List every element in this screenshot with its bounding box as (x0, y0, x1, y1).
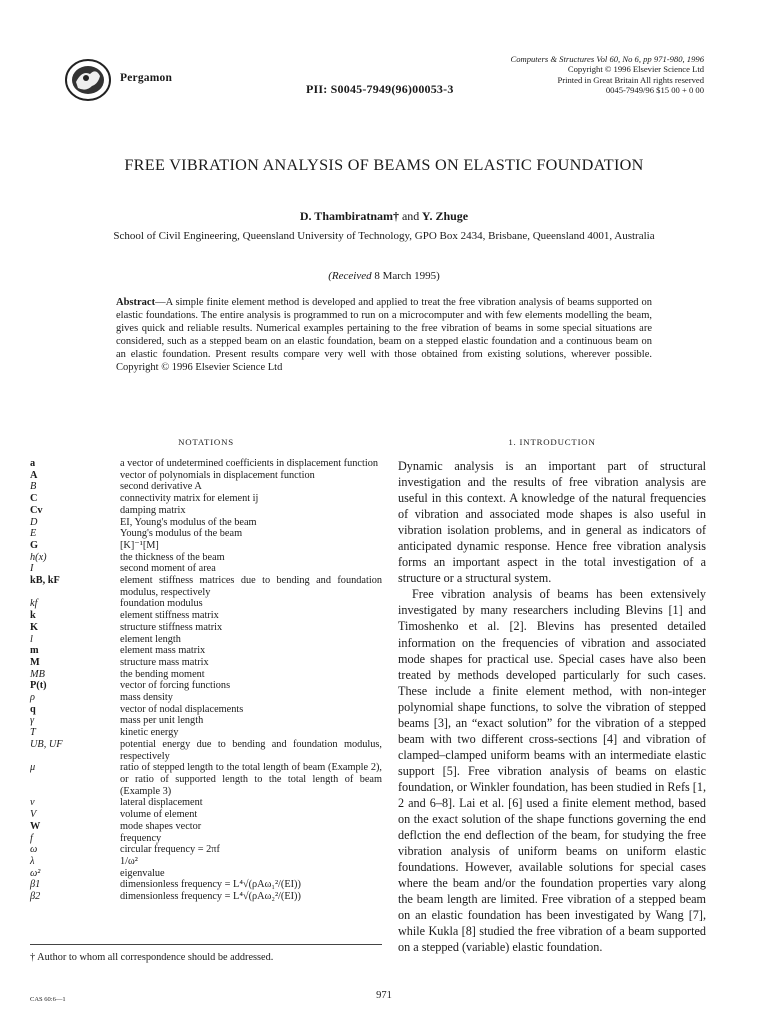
notation-definition: ratio of stepped length to the total length of beam (Example 2), or ratio of supported length to the total length of beam (Example 3) (120, 762, 382, 797)
notation-row (30, 610, 382, 622)
introduction-heading: 1. INTRODUCTION (508, 437, 596, 447)
publisher-name: Pergamon (120, 72, 173, 84)
notation-symbol: V (30, 809, 37, 821)
notation-row (30, 739, 382, 762)
notation-symbol: P(t) (30, 680, 47, 692)
notation-row (30, 704, 382, 716)
notation-row (30, 493, 382, 505)
notation-symbol: β2 (30, 891, 41, 903)
notation-symbol: T (30, 727, 36, 739)
received-label: (Received (328, 270, 372, 282)
notation-symbol: B (30, 481, 37, 493)
intro-paragraph-1: Dynamic analysis is an important part of structural investigation and the results of free vibration analysis are useful in this context. A knowledge of the natural frequencies of vibration and associated mode shapes is also useful in vibration isolation problems, and in general as indicators of anticipated dynamic response. Hence free vibration analysis forms an important aspect in the total investigation of a structure or a structural system. (398, 459, 706, 586)
notation-row (30, 634, 382, 646)
notation-row (30, 540, 382, 552)
notation-symbol: UB, UF (30, 738, 63, 750)
notation-definition: potential energy due to bending and foundation modulus, respectively (120, 738, 382, 762)
notation-symbol: kB, kF (30, 575, 60, 587)
authors (100, 209, 668, 224)
notation-definition: second derivative A (120, 481, 202, 493)
notation-definition: vector of polynomials in displacement function (120, 469, 315, 481)
notation-row (30, 505, 382, 517)
notation-definition: mass density (120, 692, 173, 704)
notation-symbol: K (30, 621, 39, 633)
notation-symbol: γ (30, 715, 35, 727)
notation-symbol: M (30, 656, 40, 668)
intro-paragraph-2: Free vibration analysis of beams has been extensively investigated by many researchers including Blevins [1] and Timoshenko et al. [2]. Blevins has presented detailed information on the frequencies of vibration and associated mode shapes for practical use. Special cases have also been treated by methods developed particularly for such cases. These include a finite element method, with non-integer polynomial shape functions, to solve the vibration of stepped beams [3], an “exact solution” for the vibration of a stepped beam with two different cross-sections [4] and vibration of clamped–clamped uniform beams with an intermediate elastic support [5]. Free vibration analysis of beams on elastic foundation, or Winkler foundation, has been studied in Refs [1, 2 and 6–8]. Lai et al. [6] used a finite element method, based on the exact solution of the shape functions governing the end deflction the end deflection of the beam, for studying the free vibration analysis of uniform beams on uniform elastic foundations. However, available solutions for special cases where the beam and/or the foundation properties vary along the beam length are limited. Free vibration of a stepped beam on an elastic foundation has been investigated by Wang [7], while Kukla [8] studied the free vibration of a beam supported on a stepped (variable) elastic foundation. (398, 587, 706, 955)
abstract-heading: Abstract (116, 297, 156, 308)
pii-code: PII: S0045-7949(96)00053-3 (306, 82, 454, 96)
notation-symbol: E (30, 528, 37, 540)
notation-definition: mass per unit length (120, 715, 204, 727)
notation-symbol: I (30, 563, 34, 575)
issn-line: 0045-7949/96 $15 00 + 0 00 (605, 85, 704, 96)
notation-definition: damping matrix (120, 504, 186, 516)
notation-definition: element mass matrix (120, 645, 206, 657)
notation-definition: structure stiffness matrix (120, 621, 223, 633)
notation-definition: element stiffness matrix (120, 610, 219, 622)
notation-row (30, 727, 382, 739)
notation-row (30, 481, 382, 493)
notation-symbol: ω (30, 844, 38, 856)
notation-row (30, 552, 382, 564)
notation-definition: the thickness of the beam (120, 551, 225, 563)
publisher-logo (64, 58, 112, 102)
notation-definition: structure mass matrix (120, 656, 209, 668)
notation-symbol: A (30, 469, 38, 481)
notation-row (30, 563, 382, 575)
notation-row (30, 856, 382, 868)
footnote-divider (30, 944, 382, 945)
notation-row (30, 458, 382, 470)
notation-symbol: kf (30, 598, 38, 610)
notation-symbol: β1 (30, 879, 41, 891)
notation-symbol: W (30, 820, 41, 832)
notation-row (30, 821, 382, 833)
notation-definition: frequency (120, 832, 162, 844)
notation-definition: kinetic energy (120, 727, 179, 739)
notation-symbol: v (30, 797, 35, 809)
notation-row (30, 528, 382, 540)
journal-citation: Computers & Structures Vol 60, No 6, pp 971-980, 1996 (510, 54, 704, 64)
notation-definition: the bending moment (120, 668, 205, 680)
notation-symbol: ρ (30, 692, 35, 704)
notation-row (30, 657, 382, 669)
notation-row (30, 692, 382, 704)
notation-definition: volume of element (120, 809, 198, 821)
author-separator: and (401, 209, 420, 223)
notation-row (30, 622, 382, 634)
notation-definition: a vector of undetermined coefficients in displacement function (120, 458, 378, 469)
notation-definition: dimensionless frequency = L⁴√(ρAω₂²/(EI)) (120, 891, 301, 903)
notation-definition: vector of nodal displacements (120, 703, 244, 715)
copyright-line: Copyright © 1996 Elsevier Science Ltd (567, 64, 704, 75)
notation-row (30, 680, 382, 692)
notation-definition: Young's modulus of the beam (120, 528, 243, 540)
author-2: Y. Zhuge (421, 209, 469, 223)
notation-symbol: D (30, 516, 38, 528)
notations-list (30, 458, 382, 903)
notation-definition: 1/ω² (120, 855, 138, 867)
notation-row (30, 669, 382, 681)
page-number: 971 (376, 990, 392, 1001)
notation-definition: element length (120, 633, 181, 645)
notation-symbol: m (30, 645, 39, 657)
notation-row (30, 762, 382, 797)
abstract (116, 297, 652, 374)
affiliation: School of Civil Engineering, Queensland University of Technology, GPO Box 2434, Brisbane, Queensland 4001, Australia (113, 230, 655, 242)
notation-symbol: ω² (30, 867, 41, 879)
notation-symbol: G (30, 539, 39, 551)
introduction-body (398, 458, 706, 955)
notation-row (30, 879, 382, 891)
footer-code: CAS 60:6—1 (30, 996, 66, 1003)
notation-row (30, 891, 382, 903)
notation-symbol: q (30, 703, 36, 715)
author-1: D. Thambiratnam† (299, 209, 399, 223)
notation-symbol: l (30, 633, 33, 645)
notation-definition: vector of forcing functions (120, 680, 231, 692)
printed-line: Printed in Great Britain All rights reserved (557, 74, 704, 85)
footnote: † Author to whom all correspondence should be addressed. (30, 952, 274, 963)
notation-definition: dimensionless frequency = L⁴√(ρAω₁²/(EI)) (120, 879, 301, 891)
article-title: FREE VIBRATION ANALYSIS OF BEAMS ON ELASTIC FOUNDATION (124, 156, 644, 174)
received-value: 8 March 1995) (374, 270, 440, 282)
notation-row (30, 715, 382, 727)
notation-definition: eigenvalue (120, 867, 165, 879)
notation-definition: circular frequency = 2πf (120, 844, 220, 856)
notation-definition: connectivity matrix for element ij (120, 493, 259, 505)
notation-row (30, 797, 382, 809)
notation-definition: second moment of area (120, 563, 216, 575)
notation-symbol: MB (30, 668, 45, 680)
notation-row (30, 598, 382, 610)
notation-row (30, 868, 382, 880)
notation-symbol: C (30, 493, 38, 505)
received-date (100, 270, 668, 282)
notation-symbol: f (30, 832, 33, 844)
notation-definition: mode shapes vector (120, 820, 202, 832)
notation-definition: EI, Young's modulus of the beam (120, 516, 257, 528)
journal-info (510, 54, 704, 96)
notation-row (30, 575, 382, 598)
notation-definition: element stiffness matrices due to bending and foundation modulus, respectively (120, 575, 382, 598)
notation-definition: [K]⁻¹[M] (120, 539, 159, 551)
notation-row (30, 517, 382, 529)
abstract-text: —A simple finite element method is developed and applied to treat the free vibration analysis of beams supported on elastic foundations. The entire analysis is programmed to run on a microcomputer and with few elements modelling the beam, gives quick and reliable results. Numerical examples pertaining to the free vibration of beams in some special situations are considered, such as a stepped beam on an elastic foundation, beam on a stepped elastic foundation and a continuous beam on an elastic foundation. Present results compare very well with those obtained from existing solutions, wherever possible. Copyright © 1996 Elsevier Science Ltd (116, 297, 652, 373)
notation-symbol: Cv (30, 504, 43, 516)
notation-symbol: a (30, 458, 36, 469)
notation-row (30, 809, 382, 821)
notation-row (30, 470, 382, 482)
notation-definition: lateral displacement (120, 797, 203, 809)
notation-row (30, 844, 382, 856)
notation-row (30, 833, 382, 845)
notation-symbol: λ (30, 855, 35, 867)
notation-symbol: μ (30, 762, 36, 774)
notation-symbol: k (30, 610, 36, 622)
notation-definition: foundation modulus (120, 598, 203, 610)
notation-row (30, 645, 382, 657)
notations-heading: NOTATIONS (178, 437, 234, 447)
notation-symbol: h(x) (30, 551, 47, 563)
